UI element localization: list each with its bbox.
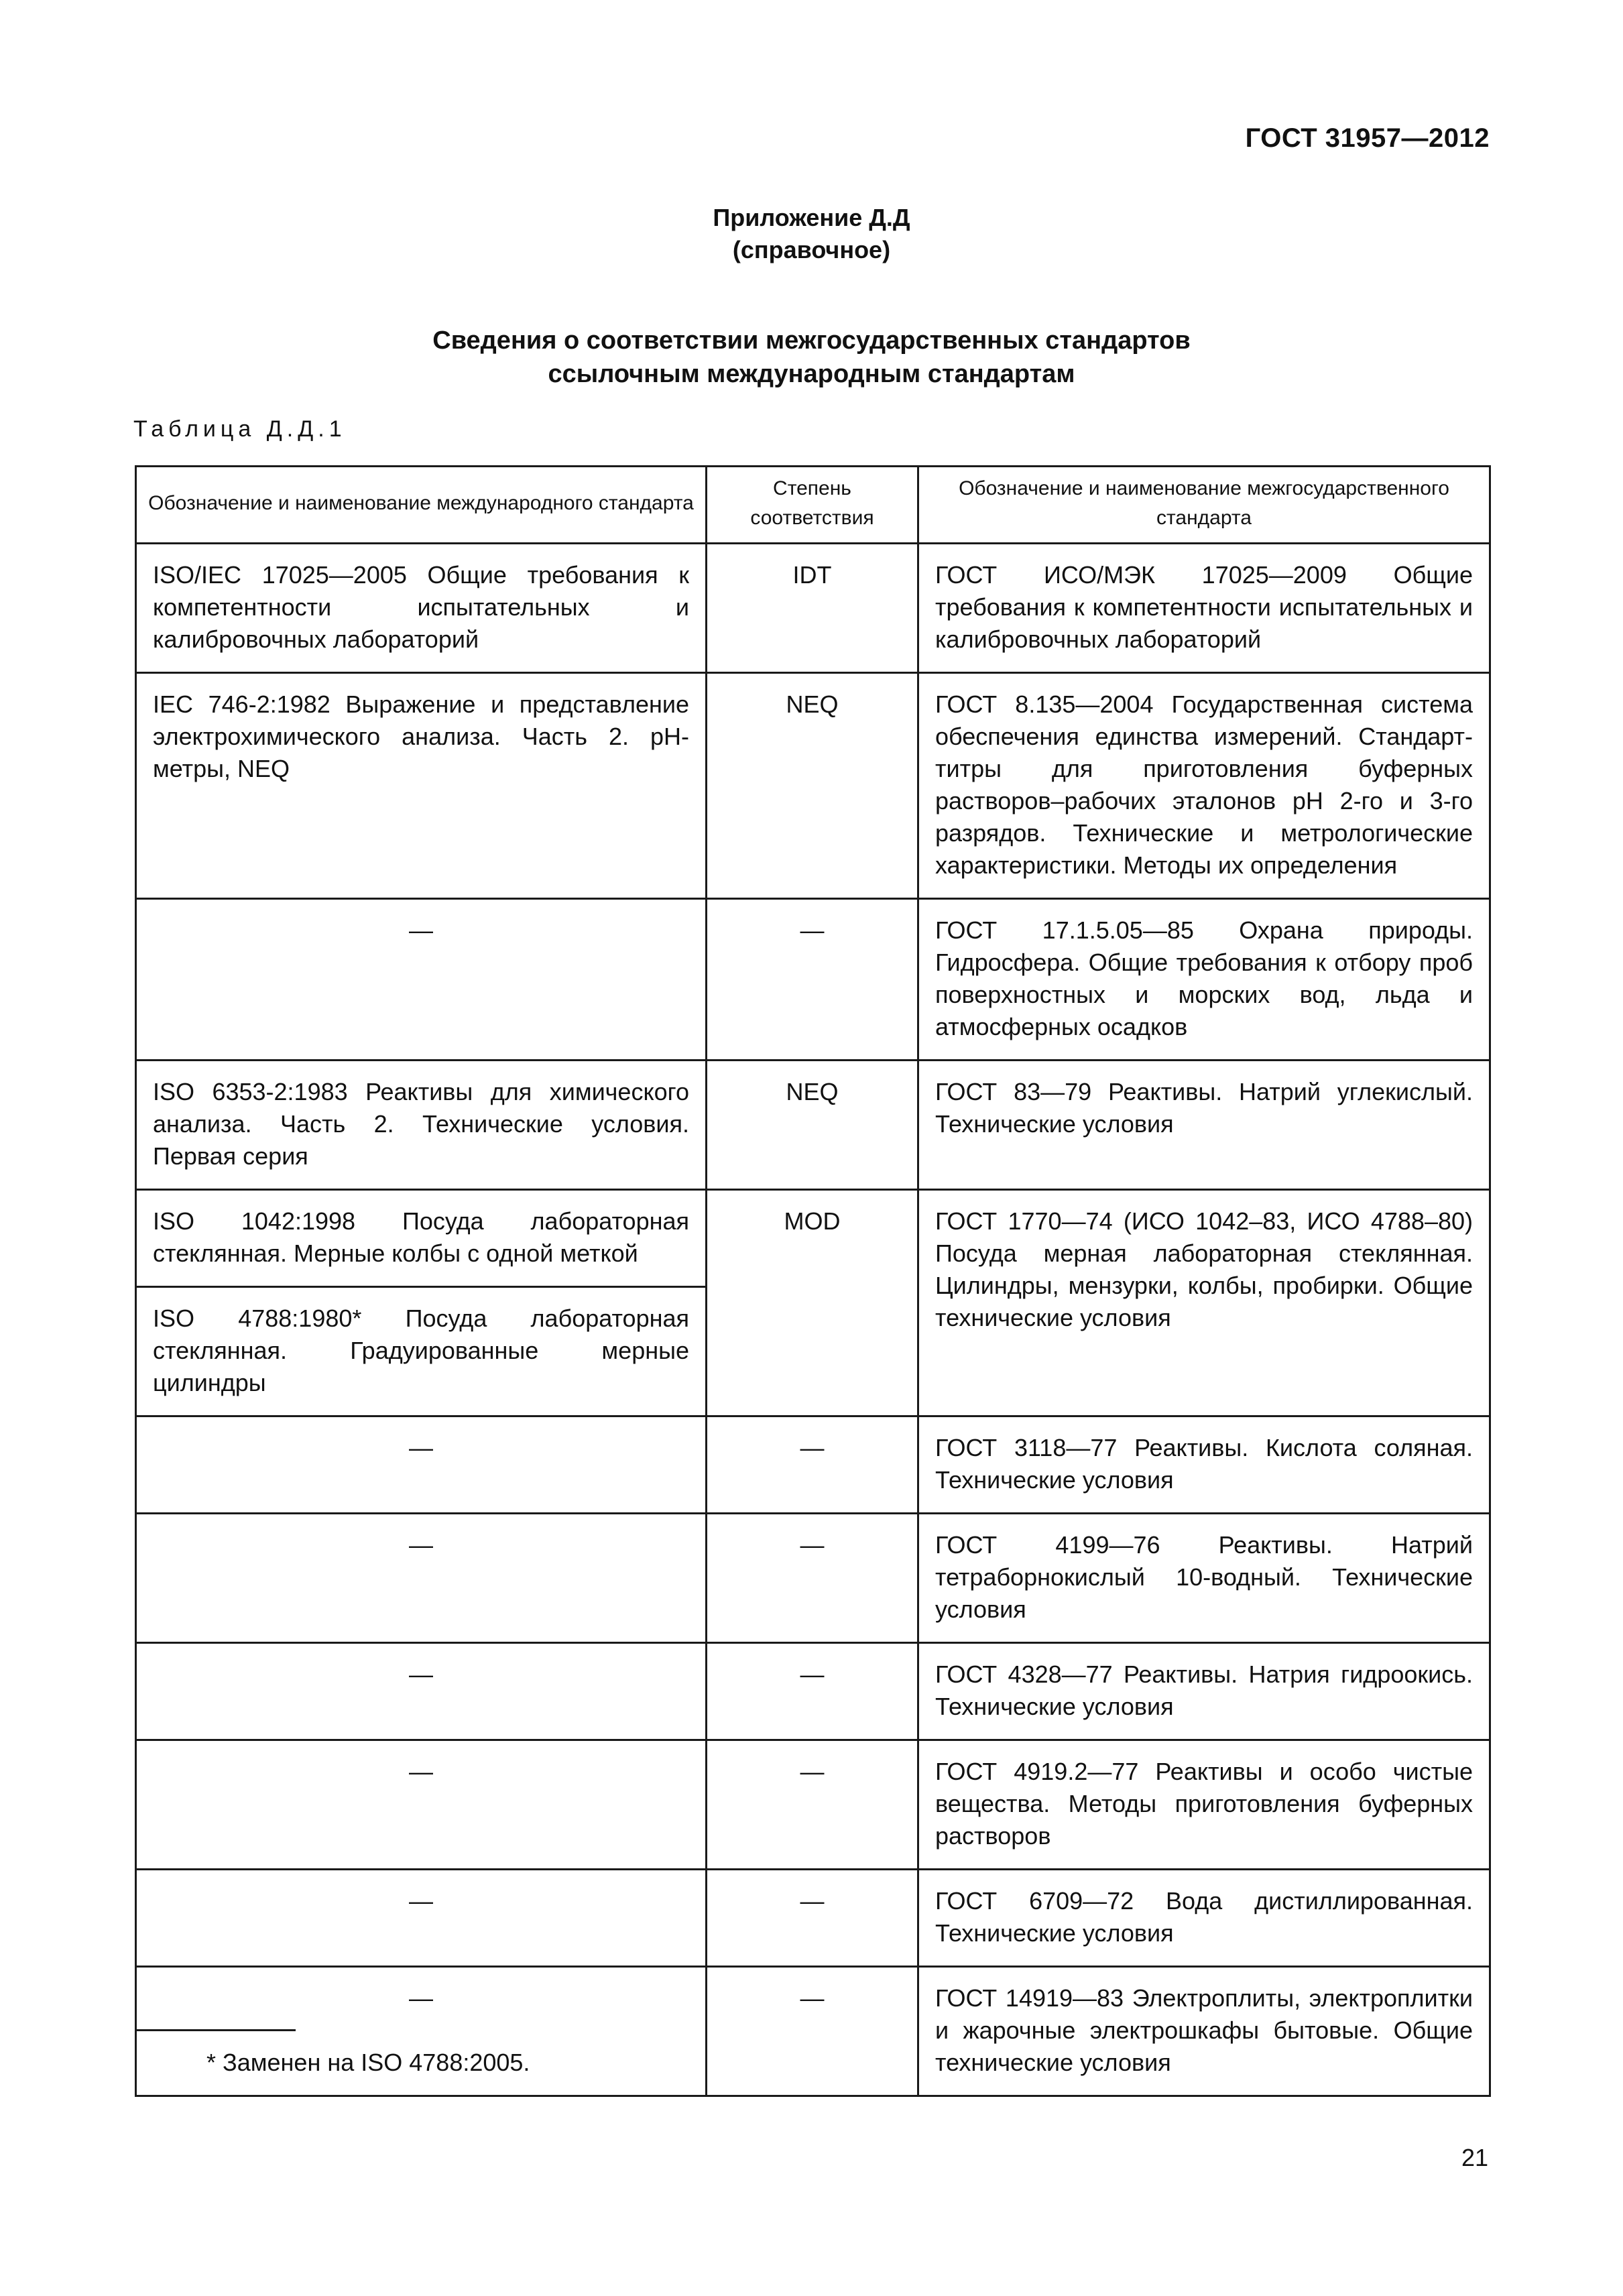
table-row	[136, 899, 1490, 1061]
column-header-international: Обозначение и наименование международного стандарта	[136, 467, 707, 544]
cell-international: —	[136, 1870, 707, 1967]
table-row	[136, 544, 1490, 673]
cell-international: —	[136, 1967, 707, 2096]
column-header-degree: Степень соответствия	[707, 467, 918, 544]
cell-international: —	[136, 1514, 707, 1643]
column-header-interstate: Обозначение и наименование межгосударственного стандарта	[918, 467, 1490, 544]
table-row	[136, 1643, 1490, 1740]
cell-interstate: ГОСТ 4199—76 Реактивы. Натрий тетраборнокислый 10-водный. Технические условия	[918, 1514, 1490, 1643]
cell-interstate: ГОСТ 1770—74 (ИСО 1042–83, ИСО 4788–80) Посуда мерная лабораторная стеклянная. Цилиндры, мензурки, колбы, пробирки. Общие технические условия	[918, 1190, 1490, 1416]
cell-degree: NEQ	[707, 673, 918, 899]
annex-title: Приложение Д.Д	[713, 204, 910, 231]
section-title	[0, 324, 1623, 391]
cell-interstate: ГОСТ 17.1.5.05—85 Охрана природы. Гидросфера. Общие требования к отбору проб поверхностных и морских вод, льда и атмосферных осадков	[918, 899, 1490, 1061]
cell-degree: —	[707, 1740, 918, 1870]
table-row	[136, 673, 1490, 899]
footnote: * Заменен на ISO 4788:2005.	[206, 2049, 530, 2076]
footnote-divider	[135, 2029, 296, 2031]
cell-international: IEC 746-2:1982 Выражение и представление электрохимического анализа. Часть 2. pH-метры, NEQ	[136, 673, 707, 899]
cell-degree: —	[707, 899, 918, 1061]
table-row	[136, 1061, 1490, 1190]
table-header-row	[136, 467, 1490, 544]
cell-interstate: ГОСТ 83—79 Реактивы. Натрий углекислый. Технические условия	[918, 1061, 1490, 1190]
section-title-line-2: ссылочным международным стандартам	[548, 360, 1075, 388]
section-title-line-1: Сведения о соответствии межгосударственных стандартов	[432, 326, 1191, 355]
cell-international: ISO 4788:1980* Посуда лабораторная стеклянная. Градуированные мерные цилиндры	[136, 1287, 707, 1416]
annex-subtitle: (справочное)	[732, 236, 891, 263]
cell-international: —	[136, 1740, 707, 1870]
correspondence-table	[135, 465, 1491, 2097]
cell-interstate: ГОСТ 4919.2—77 Реактивы и особо чистые вещества. Методы приготовления буферных растворов	[918, 1740, 1490, 1870]
cell-interstate: ГОСТ 4328—77 Реактивы. Натрия гидроокись. Технические условия	[918, 1643, 1490, 1740]
table-label: Таблица Д.Д.1	[133, 416, 347, 442]
cell-degree: IDT	[707, 544, 918, 673]
cell-degree: —	[707, 1416, 918, 1514]
cell-degree: —	[707, 1967, 918, 2096]
table-row	[136, 1416, 1490, 1514]
cell-interstate: ГОСТ 8.135—2004 Государственная система обеспечения единства измерений. Стандарт-титры для приготовления буферных растворов–рабочих эталонов pH 2-го и 3-го разрядов. Технические и метрологические характеристики. Методы их определения	[918, 673, 1490, 899]
cell-interstate: ГОСТ 3118—77 Реактивы. Кислота соляная. Технические условия	[918, 1416, 1490, 1514]
table-row	[136, 1740, 1490, 1870]
cell-international: —	[136, 1643, 707, 1740]
cell-interstate: ГОСТ 14919—83 Электроплиты, электроплитки и жарочные электрошкафы бытовые. Общие технические условия	[918, 1967, 1490, 2096]
table-row	[136, 1870, 1490, 1967]
document-code: ГОСТ 31957—2012	[1245, 123, 1490, 153]
page-number: 21	[1461, 2144, 1488, 2171]
cell-international: —	[136, 899, 707, 1061]
cell-degree: —	[707, 1643, 918, 1740]
cell-degree: —	[707, 1870, 918, 1967]
cell-international: ISO 1042:1998 Посуда лабораторная стеклянная. Мерные колбы с одной меткой	[136, 1190, 707, 1287]
cell-international: ISO/IEC 17025—2005 Общие требования к компетентности испытательных и калибровочных лабораторий	[136, 544, 707, 673]
cell-degree: —	[707, 1514, 918, 1643]
cell-interstate: ГОСТ ИСО/МЭК 17025—2009 Общие требования к компетентности испытательных и калибровочных лабораторий	[918, 544, 1490, 673]
cell-international: ISO 6353-2:1983 Реактивы для химического анализа. Часть 2. Технические условия. Первая серия	[136, 1061, 707, 1190]
table-row	[136, 1514, 1490, 1643]
cell-degree: NEQ	[707, 1061, 918, 1190]
cell-degree: MOD	[707, 1190, 918, 1416]
cell-international: —	[136, 1416, 707, 1514]
table-row	[136, 1190, 1490, 1287]
cell-interstate: ГОСТ 6709—72 Вода дистиллированная. Технические условия	[918, 1870, 1490, 1967]
